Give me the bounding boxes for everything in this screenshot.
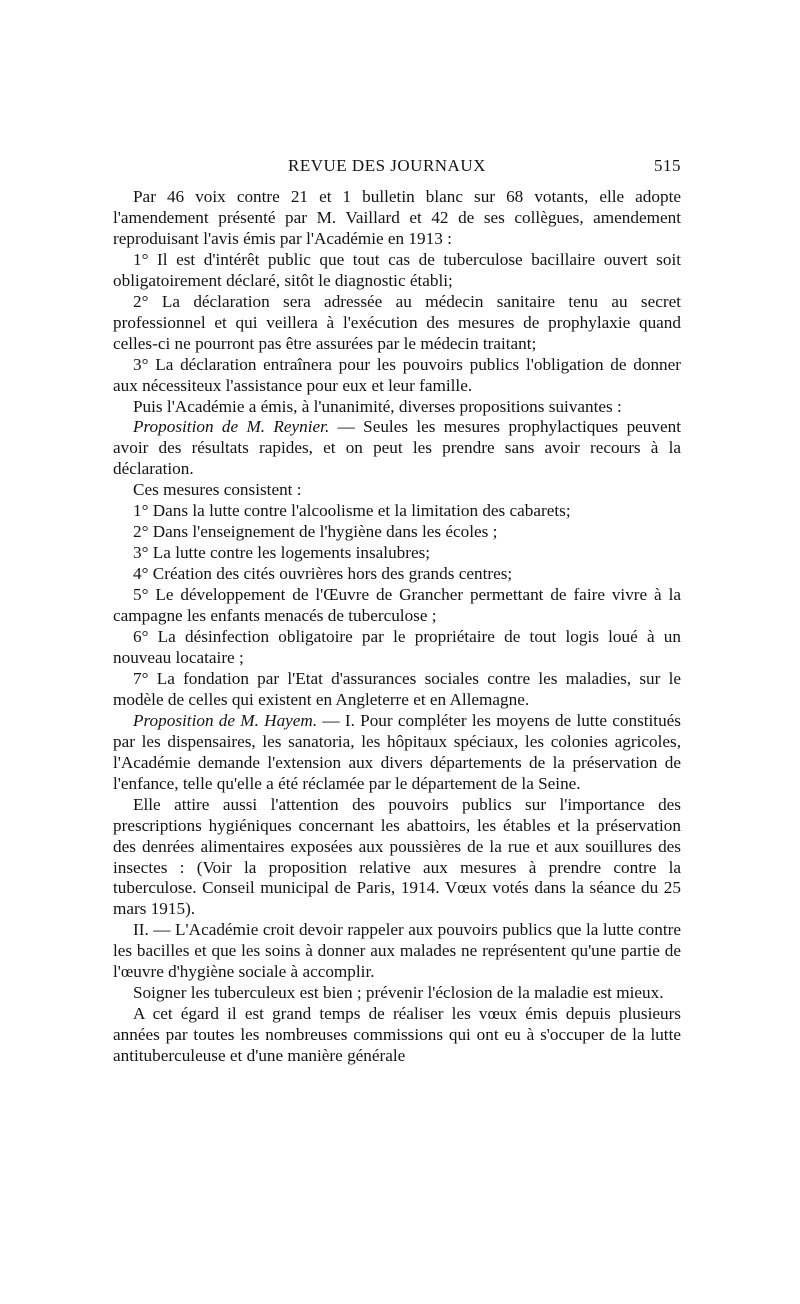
paragraph bbox=[113, 292, 681, 355]
paragraph-text: — Seules les mesures prophylactiques peuvent avoir des résultats rapides, et on peut les prendre sans avoir recours à la déclaration. bbox=[113, 417, 681, 479]
paragraph bbox=[113, 397, 681, 418]
paragraph-text: — I. Pour compléter les moyens de lutte constitués par les dispensaires, les sanatoria, les hôpitaux spéciaux, les colonies agricoles, l'Académie demande l'extension aux divers départements de la préservation de l'enfance, telle qu'elle a été réclamée par le département de la Seine. bbox=[113, 710, 681, 793]
paragraph bbox=[113, 711, 681, 795]
paragraph bbox=[113, 187, 681, 250]
paragraph-text: 5° Le développement de l'Œuvre de Grancher permettant de faire vivre à la campagne les enfants menacés de tuberculose ; bbox=[113, 585, 681, 626]
paragraph-text: 3° La déclaration entraînera pour les pouvoirs publics l'obligation de donner aux nécessiteux l'assistance pour eux et leur famille. bbox=[113, 354, 681, 395]
running-head: REVUE DES JOURNAUX bbox=[288, 156, 486, 175]
paragraph-text: 4° Création des cités ouvrières hors des grands centres; bbox=[133, 564, 513, 584]
paragraph-text: 7° La fondation par l'Etat d'assurances sociales contre les maladies, sur le modèle de celles qui existent en Angleterre et en Allemagne. bbox=[113, 668, 681, 709]
paragraph-text: Elle attire aussi l'attention des pouvoirs publics sur l'importance des prescriptions hygiéniques concernant les abattoirs, les étables et la préservation des denrées alimentaires exposées aux poussières de la rue et aux souillures des insectes : (Voir la proposition relative aux mesures à prendre contre la tuberculose. Conseil municipal de Paris, 1914. Vœux votés dans la séance du 25 mars 1915). bbox=[113, 794, 681, 919]
paragraph-lead: Proposition de M. Reynier. bbox=[133, 417, 330, 437]
paragraph-text: Ces mesures consistent : bbox=[133, 480, 302, 500]
paragraph bbox=[113, 501, 681, 522]
paragraph-text: 3° La lutte contre les logements insalubres; bbox=[133, 543, 431, 563]
page-number: 515 bbox=[654, 156, 681, 175]
paragraph-text: 6° La désinfection obligatoire par le propriétaire de tout logis loué à un nouveau locataire ; bbox=[113, 627, 681, 667]
paragraph bbox=[113, 522, 681, 543]
paragraph bbox=[113, 480, 681, 501]
paragraph bbox=[113, 585, 681, 627]
paragraph bbox=[113, 627, 681, 669]
paragraph-text: Soigner les tuberculeux est bien ; prévenir l'éclosion de la maladie est mieux. bbox=[133, 983, 664, 1003]
paragraph bbox=[113, 983, 681, 1004]
paragraph bbox=[113, 250, 681, 292]
paragraph bbox=[113, 564, 681, 585]
paragraph-text: 1° Il est d'intérêt public que tout cas de tuberculose bacillaire ouvert soit obligatoirement déclaré, sitôt le diagnostic établi; bbox=[113, 249, 681, 290]
paragraph-lead: Proposition de M. Hayem. bbox=[133, 710, 318, 730]
paragraph bbox=[113, 355, 681, 397]
body-text bbox=[113, 187, 681, 1067]
paragraph-text: Puis l'Académie a émis, à l'unanimité, diverses propositions suivantes : bbox=[133, 396, 622, 416]
paragraph-text: A cet égard il est grand temps de réaliser les vœux émis depuis plusieurs années par toutes les nombreuses commissions qui ont eu à s'occuper de la lutte antituberculeuse et d'une manière générale bbox=[113, 1004, 681, 1066]
paragraph bbox=[113, 417, 681, 480]
paragraph-text: II. — L'Académie croit devoir rappeler aux pouvoirs publics que la lutte contre les bacilles et que les soins à donner aux malades ne représentent qu'une partie de l'œuvre d'hygiène sociale à accomplir. bbox=[113, 920, 681, 982]
paragraph-text: Par 46 voix contre 21 et 1 bulletin blanc sur 68 votants, elle adopte l'amendement présenté par M. Vaillard et 42 de ses collègues, amendement reproduisant l'avis émis par l'Académie en 1913 : bbox=[113, 187, 681, 248]
paragraph bbox=[113, 543, 681, 564]
paragraph bbox=[113, 1004, 681, 1067]
paragraph bbox=[113, 920, 681, 983]
page-header bbox=[113, 156, 681, 180]
paragraph-text: 2° Dans l'enseignement de l'hygiène dans les écoles ; bbox=[133, 522, 498, 542]
paragraph bbox=[113, 669, 681, 711]
paragraph bbox=[113, 795, 681, 921]
paragraph-text: 1° Dans la lutte contre l'alcoolisme et la limitation des cabarets; bbox=[133, 501, 571, 521]
paragraph-text: 2° La déclaration sera adressée au médecin sanitaire tenu au secret professionnel et qui veillera à l'exécution des mesures de prophylaxie quand celles-ci ne pourront pas être assurées par le médecin traitant; bbox=[113, 291, 681, 353]
